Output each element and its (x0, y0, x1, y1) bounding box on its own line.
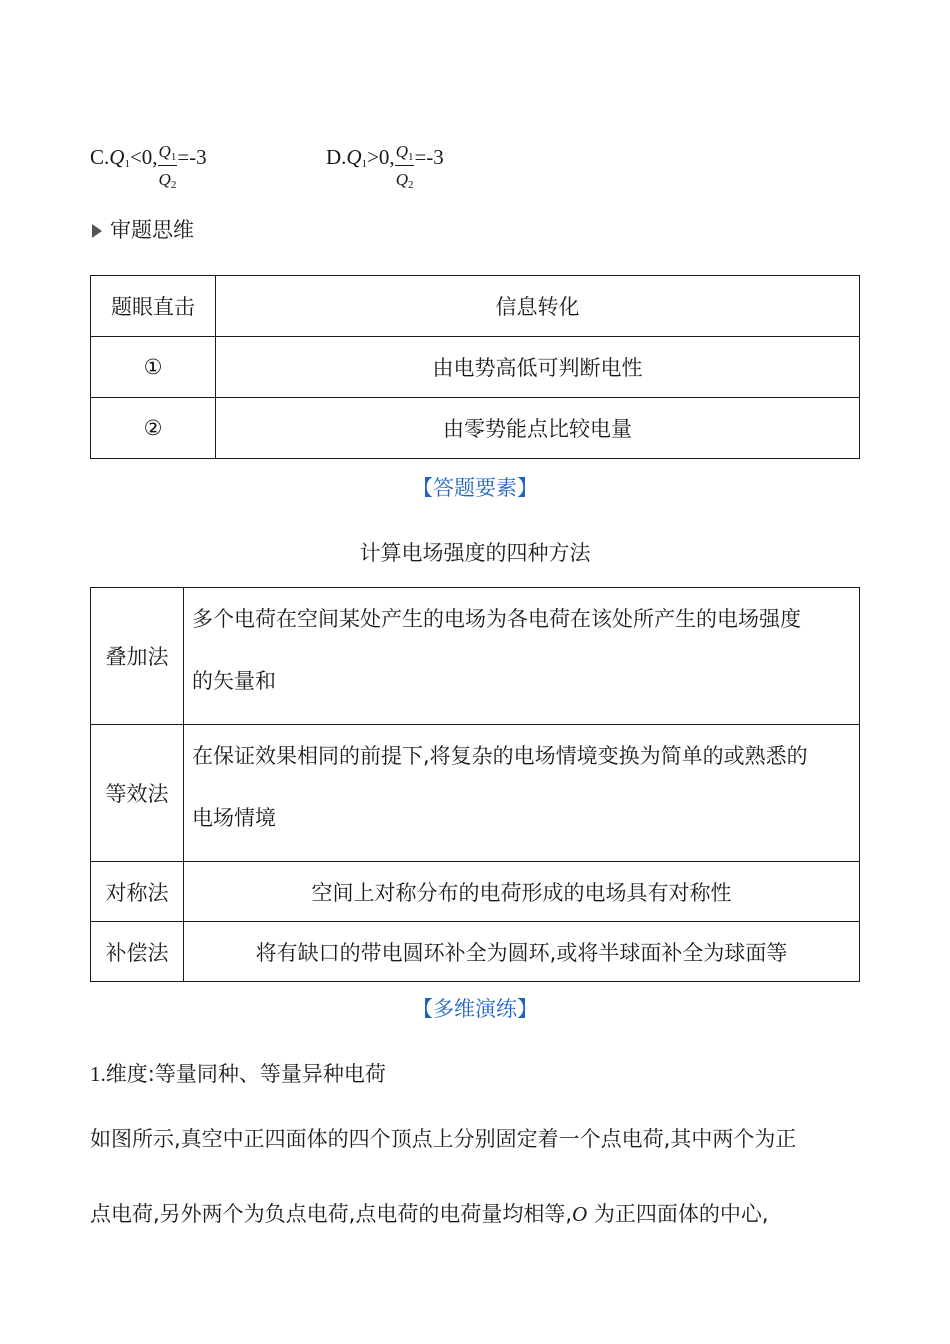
table-cell: ① (91, 337, 216, 398)
method-name: 叠加法 (91, 588, 184, 725)
option-d-denominator: Q (395, 170, 408, 189)
answer-elements-heading: 【答题要素】 (412, 476, 538, 500)
method-name: 补偿法 (91, 922, 184, 982)
option-d-inequality: >0, (367, 144, 395, 169)
option-d-numerator-subscript: 1 (407, 151, 414, 163)
option-d-numerator: Q (395, 142, 408, 161)
table-row (91, 398, 860, 459)
center-point-symbol: O (572, 1202, 588, 1226)
play-triangle-icon (92, 224, 102, 238)
option-c-numerator-subscript: 1 (170, 151, 177, 163)
table-row (91, 337, 860, 398)
option-d-fraction (395, 143, 415, 191)
table-cell: 由电势高低可判断电性 (216, 337, 860, 398)
option-c-denominator-subscript: 2 (170, 179, 177, 191)
method-description-line: 多个电荷在空间某处产生的电场为各电荷在该处所产生的电场强度 (192, 607, 801, 631)
problem-dimension-text: 维度:等量同种、等量异种电荷 (105, 1062, 386, 1086)
option-c-inequality: <0, (129, 144, 158, 169)
option-c-equals: =-3 (177, 144, 207, 169)
table-header-cell: 信息转化 (216, 276, 860, 337)
table-row (91, 276, 860, 337)
problem-text-line (90, 1198, 769, 1228)
method-description-line: 在保证效果相同的前提下,将复杂的电场情境变换为简单的或熟悉的 (192, 744, 808, 768)
option-c-q-subscript: 1 (124, 157, 130, 170)
option-c-letter: C. (90, 144, 110, 169)
method-description (184, 725, 860, 862)
problem-dimension (90, 1058, 386, 1088)
method-name: 等效法 (91, 725, 184, 862)
option-c-denominator: Q (158, 170, 171, 189)
method-description-line: 电场情境 (192, 806, 276, 830)
section-title-text: 审题思维 (110, 218, 194, 242)
problem-text-segment: 为正四面体的中心, (587, 1202, 769, 1226)
table-row (91, 588, 860, 725)
option-d (326, 135, 444, 191)
method-description-line: 的矢量和 (192, 669, 276, 693)
option-d-letter: D. (326, 144, 347, 169)
option-d-equals: =-3 (414, 144, 444, 169)
practice-heading: 【多维演练】 (412, 997, 538, 1021)
table-row (91, 922, 860, 982)
option-d-denominator-subscript: 2 (407, 179, 414, 191)
option-c-fraction (158, 143, 178, 191)
problem-text-segment: 点电荷,另外两个为负点电荷,点电荷的电荷量均相等, (90, 1202, 573, 1226)
section-title (92, 214, 194, 244)
table-cell: ② (91, 398, 216, 459)
method-description: 将有缺口的带电圆环补全为圆环,或将半球面补全为球面等 (184, 922, 860, 982)
table-row (91, 725, 860, 862)
table-row (91, 862, 860, 922)
option-c-q: Q (109, 144, 125, 169)
problem-number: 1. (90, 1062, 106, 1086)
method-name: 对称法 (91, 862, 184, 922)
option-d-q: Q (346, 144, 362, 169)
analysis-table (90, 275, 860, 459)
method-description (184, 588, 860, 725)
table-header-cell: 题眼直击 (91, 276, 216, 337)
methods-subtitle: 计算电场强度的四种方法 (359, 541, 591, 565)
option-d-q-subscript: 1 (361, 157, 368, 170)
option-c-numerator: Q (158, 142, 171, 161)
problem-text-line: 如图所示,真空中正四面体的四个顶点上分别固定着一个点电荷,其中两个为正 (90, 1127, 797, 1151)
option-c (90, 135, 207, 191)
method-description: 空间上对称分布的电荷形成的电场具有对称性 (184, 862, 860, 922)
table-cell: 由零势能点比较电量 (216, 398, 860, 459)
methods-table (90, 587, 860, 982)
